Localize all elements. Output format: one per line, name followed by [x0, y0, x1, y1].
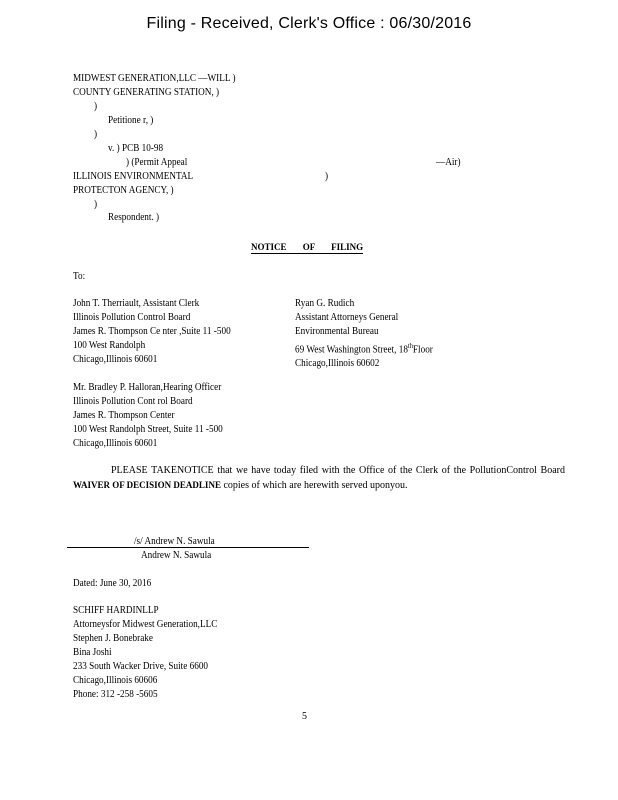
addressee-line: Chicago,Illinois 60602: [295, 358, 380, 370]
street-text: 69 West Washington Street, 18: [295, 344, 408, 356]
addressee-attorney-general: [295, 297, 433, 371]
dated-line: Dated: June 30, 2016: [73, 578, 152, 589]
caption-agency: PROTECTON AGENCY, ): [73, 185, 174, 196]
addressee-line: James R. Thompson Ce nter ,Suite 11 -500: [73, 326, 231, 337]
addressee-line: Chicago,Illinois 60601: [73, 438, 158, 449]
floor-text: Floor: [412, 344, 433, 356]
page-number: 5: [302, 711, 307, 722]
addressee-line: Illinois Pollution Cont rol Board: [73, 396, 193, 407]
firm-line: Phone: 312 -258 -5605: [73, 689, 158, 700]
notice-text-2: copies of which are herewith served uponyou.: [223, 480, 408, 491]
addressee-line: 100 West Randolph: [73, 340, 146, 351]
addressee-line: John T. Therriault, Assistant Clerk: [73, 298, 200, 309]
caption-paren: ): [325, 171, 329, 182]
addressee-line: Chicago,Illinois 60601: [73, 354, 158, 365]
caption-line-2: COUNTY GENERATING STATION, ): [73, 87, 220, 98]
superscript-th: th: [407, 342, 413, 350]
firm-block: [73, 604, 217, 702]
to-label: To:: [73, 271, 86, 282]
addressee-line: 100 West Randolph Street, Suite 11 -500: [73, 424, 223, 435]
signature-name: Andrew N. Sawula: [141, 550, 212, 561]
addressee-line: [295, 339, 433, 357]
caption-petitioner: Petitione r, ): [108, 115, 154, 126]
addressee-line: Environmental Bureau: [295, 326, 379, 337]
notice-paragraph: [73, 464, 565, 493]
firm-line: Chicago,Illinois 60606: [73, 675, 158, 686]
caption-air: —Air): [436, 157, 461, 168]
document-title: NOTICE OF FILING: [251, 242, 364, 252]
caption-respondent: Respondent. ): [108, 212, 160, 223]
addressee-line: Ryan G. Rudich: [295, 298, 355, 309]
firm-line: SCHIFF HARDINLLP: [73, 605, 159, 616]
caption-pcb: v. ) PCB 10-98: [108, 143, 164, 154]
notice-bold-title: WAIVER OF DECISION DEADLINE: [73, 480, 221, 490]
addressee-line: James R. Thompson Center: [73, 410, 175, 421]
caption-line-5: ): [94, 129, 98, 140]
caption-permit-appeal: ) (Permit Appeal: [126, 157, 188, 168]
firm-line: Bina Joshi: [73, 647, 112, 658]
filing-stamp: Filing - Received, Clerk's Office : 06/30/2016: [146, 15, 472, 32]
addressee-clerk: [73, 297, 231, 367]
firm-line: Attorneysfor Midwest Generation,LLC: [73, 619, 218, 630]
addressee-hearing-officer: [73, 381, 223, 451]
addressee-line: Illinois Pollution Control Board: [73, 312, 191, 323]
firm-line: Stephen J. Bonebrake: [73, 633, 153, 644]
addressee-line: Mr. Bradley P. Halloran,Hearing Officer: [73, 382, 222, 393]
notice-text-1: PLEASE TAKENOTICE that we have today filed with the Office of the Clerk of the PollutionControl Board: [111, 465, 565, 476]
signature-line: [67, 547, 309, 548]
caption-line-3: ): [94, 101, 98, 112]
caption-line-1: MIDWEST GENERATION,LLC —WILL ): [73, 73, 236, 84]
addressee-line: Assistant Attorneys General: [295, 312, 399, 323]
caption-illinois-env: ILLINOIS ENVIRONMENTAL: [73, 171, 194, 182]
caption-line-10: ): [94, 199, 98, 210]
firm-line: 233 South Wacker Drive, Suite 6600: [73, 661, 209, 672]
signature-slash: /s/ Andrew N. Sawula: [134, 536, 215, 547]
